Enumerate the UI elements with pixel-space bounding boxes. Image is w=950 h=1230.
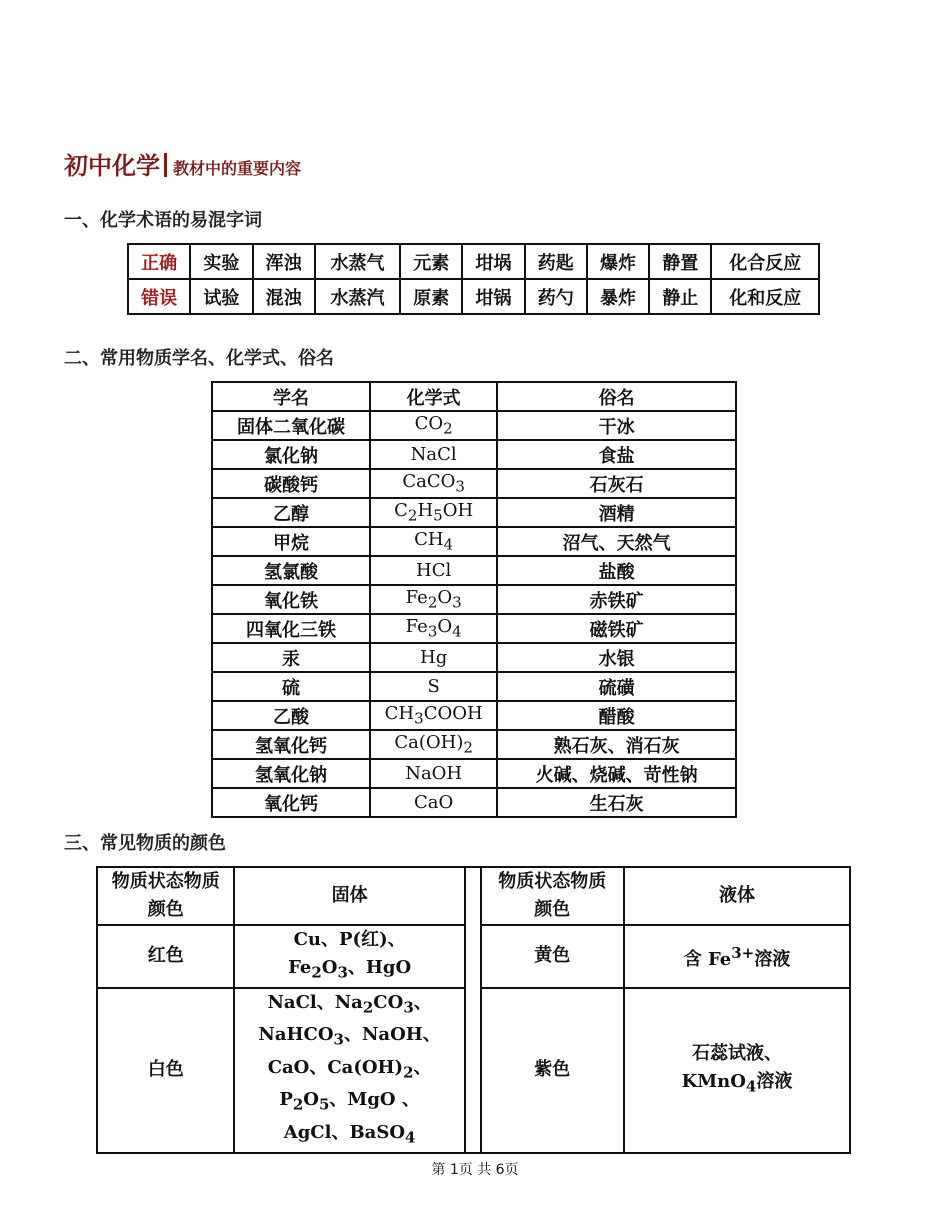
term-cell: 试验 — [190, 279, 252, 314]
table-row — [212, 411, 736, 440]
common-name: 石灰石 — [497, 469, 736, 498]
chemical-formula: Hg — [370, 643, 497, 672]
page-number: 第 1页 共 6页 — [431, 1162, 519, 1178]
scientific-name: 乙酸 — [212, 701, 370, 730]
common-name: 干冰 — [497, 411, 736, 440]
scientific-name: 氢氧化钙 — [212, 730, 370, 759]
common-name: 酒精 — [497, 498, 736, 527]
scientific-name: 汞 — [212, 643, 370, 672]
chemical-formula: $CH_4$ — [370, 527, 497, 556]
term-cell: 药匙 — [525, 244, 587, 279]
title-main: 初中化学 — [64, 151, 160, 180]
table-row — [212, 614, 736, 643]
table-row — [212, 759, 736, 788]
chemical-formula: $Ca(OH)_2$ — [370, 730, 497, 759]
scientific-name: 氯化钠 — [212, 440, 370, 469]
table-row — [128, 279, 819, 314]
term-cell: 坩埚 — [462, 244, 524, 279]
common-name: 硫磺 — [497, 672, 736, 701]
column-gap — [465, 867, 481, 1153]
term-cell: 暴炸 — [587, 279, 649, 314]
term-cell: 混浊 — [253, 279, 315, 314]
scientific-name: 氢氯酸 — [212, 556, 370, 585]
solid-substances: Cu、P(红)、 $Fe_2O_3$、HgO — [234, 925, 464, 988]
table-header-row — [212, 382, 736, 411]
scientific-name: 乙醇 — [212, 498, 370, 527]
common-name: 赤铁矿 — [497, 585, 736, 614]
column-header: 学名 — [212, 382, 370, 411]
header-liquid: 液体 — [624, 867, 850, 925]
scientific-name: 氢氧化钠 — [212, 759, 370, 788]
common-name: 生石灰 — [497, 788, 736, 817]
term-cell: 水蒸气 — [315, 244, 400, 279]
section2-heading: 二、常用物质学名、化学式、俗名 — [64, 348, 334, 369]
scientific-name: 四氧化三铁 — [212, 614, 370, 643]
liquid-substances: 含 $Fe^{3+}$溶液 — [624, 925, 850, 988]
table-row — [212, 556, 736, 585]
scientific-name: 硫 — [212, 672, 370, 701]
chemical-formula: S — [370, 672, 497, 701]
term-cell: 爆炸 — [587, 244, 649, 279]
title-sub: 教材中的重要内容 — [173, 159, 302, 178]
solid-substances: NaCl、$Na_2CO_3$、 NaHCO$_3$、NaOH、 CaO、$Ca(OH)_2$、 $P_2O_5$、MgO 、 AgCl、BaSO$_4$ — [234, 988, 464, 1153]
term-cell: 浑浊 — [253, 244, 315, 279]
term-cell: 坩锅 — [462, 279, 524, 314]
table-row — [212, 527, 736, 556]
confusable-terms-table — [127, 243, 820, 315]
common-name: 水银 — [497, 643, 736, 672]
scientific-name: 甲烷 — [212, 527, 370, 556]
chemical-formula: CaCO$_3$ — [370, 469, 497, 498]
title-divider — [164, 153, 167, 177]
chemical-formula: NaOH — [370, 759, 497, 788]
row-label: 错误 — [128, 279, 190, 314]
column-header: 化学式 — [370, 382, 497, 411]
table-row — [212, 672, 736, 701]
chemical-formula: HCl — [370, 556, 497, 585]
table-row — [212, 469, 736, 498]
scientific-name: 固体二氧化碳 — [212, 411, 370, 440]
chemical-formula: $Fe_3O_4$ — [370, 614, 497, 643]
table-row — [212, 701, 736, 730]
substance-names-table — [211, 381, 737, 818]
column-header: 俗名 — [497, 382, 736, 411]
term-cell: 原素 — [400, 279, 462, 314]
chemical-formula: $CO_2$ — [370, 411, 497, 440]
document-title — [64, 146, 301, 181]
term-cell: 实验 — [190, 244, 252, 279]
common-name: 醋酸 — [497, 701, 736, 730]
term-cell: 化和反应 — [711, 279, 819, 314]
common-name: 食盐 — [497, 440, 736, 469]
chemical-formula: CaO — [370, 788, 497, 817]
table-row — [212, 730, 736, 759]
color-label: 白色 — [97, 988, 234, 1153]
table-row — [212, 788, 736, 817]
term-cell: 药勺 — [525, 279, 587, 314]
common-name: 火碱、烧碱、苛性钠 — [497, 759, 736, 788]
scientific-name: 氧化铁 — [212, 585, 370, 614]
table-header-row — [97, 867, 850, 925]
table-row — [128, 244, 819, 279]
chemical-formula: $CH_3COOH$ — [370, 701, 497, 730]
table-row — [212, 498, 736, 527]
term-cell: 水蒸汽 — [315, 279, 400, 314]
section1-heading: 一、化学术语的易混字词 — [64, 210, 262, 231]
chemical-formula: NaCl — [370, 440, 497, 469]
term-cell: 静止 — [649, 279, 711, 314]
common-name: 磁铁矿 — [497, 614, 736, 643]
scientific-name: 碳酸钙 — [212, 469, 370, 498]
common-name: 熟石灰、消石灰 — [497, 730, 736, 759]
common-name: 盐酸 — [497, 556, 736, 585]
chemical-formula: $C_2H_5OH$ — [370, 498, 497, 527]
term-cell: 静置 — [649, 244, 711, 279]
table-row — [212, 643, 736, 672]
header-state-color-right: 物质状态物质 颜色 — [481, 867, 624, 925]
liquid-substances: 石蕊试液、 KMnO$_4$溶液 — [624, 988, 850, 1153]
chemical-formula: $Fe_2O_3$ — [370, 585, 497, 614]
scientific-name: 氧化钙 — [212, 788, 370, 817]
color-label: 紫色 — [481, 988, 624, 1153]
substance-colors-table — [96, 866, 851, 1154]
header-state-color-left: 物质状态物质 颜色 — [97, 867, 234, 925]
section3-heading: 三、常见物质的颜色 — [64, 833, 226, 854]
row-label: 正确 — [128, 244, 190, 279]
table-row — [212, 440, 736, 469]
color-label: 红色 — [97, 925, 234, 988]
common-name: 沼气、天然气 — [497, 527, 736, 556]
term-cell: 元素 — [400, 244, 462, 279]
table-row — [212, 585, 736, 614]
header-solid: 固体 — [234, 867, 464, 925]
term-cell: 化合反应 — [711, 244, 819, 279]
color-label: 黄色 — [481, 925, 624, 988]
